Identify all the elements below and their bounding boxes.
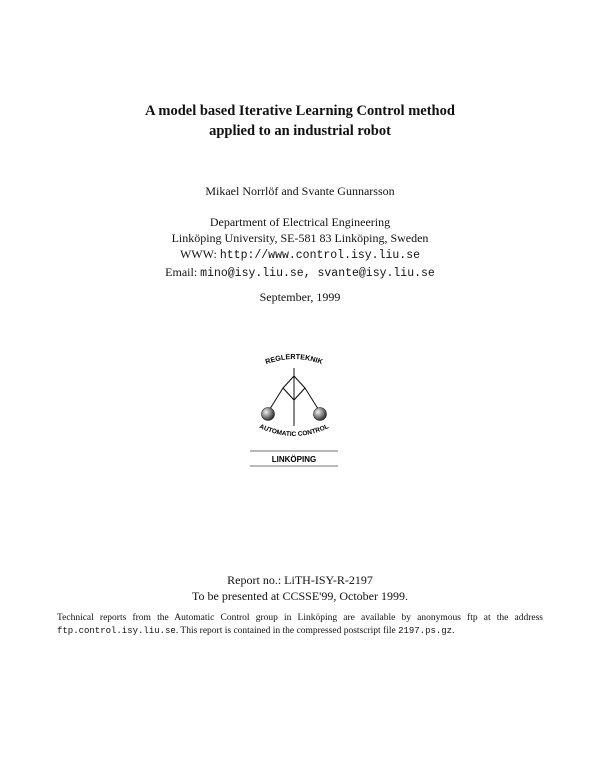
www-line (0, 246, 600, 264)
www-url[interactable]: http://www.control.isy.liu.se (219, 249, 420, 262)
pendulum-icon (262, 368, 327, 426)
postscript-file[interactable]: 2197.ps.gz (398, 626, 453, 636)
authors: Mikael Norrlöf and Svante Gunnarsson (205, 184, 395, 198)
footer-text-2: . This report is contained in the compressed postscript file (175, 626, 396, 636)
affiliation (0, 214, 600, 282)
logo-city: LINKÖPING (271, 455, 317, 464)
paper-title (0, 101, 600, 141)
publication-date: September, 1999 (259, 290, 341, 304)
logo-bottom-text: AUTOMATIC CONTROL (258, 423, 330, 439)
email-line (0, 264, 600, 282)
footer-note (57, 612, 543, 638)
report-info (0, 572, 600, 604)
title-line-1: A model based Iterative Learning Control method (145, 103, 455, 119)
email-label: Email: (165, 265, 198, 279)
email-addresses[interactable]: mino@isy.liu.se, svante@isy.liu.se (200, 267, 435, 280)
logo-top-text: REGLERTEKNIK (263, 351, 325, 367)
report-number: Report no.: LiTH-ISY-R-2197 (227, 573, 373, 587)
footer-text-1: Technical reports from the Automatic Control group in Linköping are available by anonymous ftp at the address (57, 613, 543, 623)
presentation-note: To be presented at CCSSE'99, October 1999. (192, 589, 408, 603)
ftp-address[interactable]: ftp.control.isy.liu.se (57, 626, 176, 636)
www-label: WWW: (179, 247, 217, 261)
university: Linköping University, SE-581 83 Linköping, Sweden (171, 231, 429, 245)
title-line-2: applied to an industrial robot (209, 123, 391, 139)
reglerteknik-logo (246, 346, 342, 470)
footer-text-3: . (452, 626, 455, 636)
department: Department of Electrical Engineering (209, 215, 391, 229)
